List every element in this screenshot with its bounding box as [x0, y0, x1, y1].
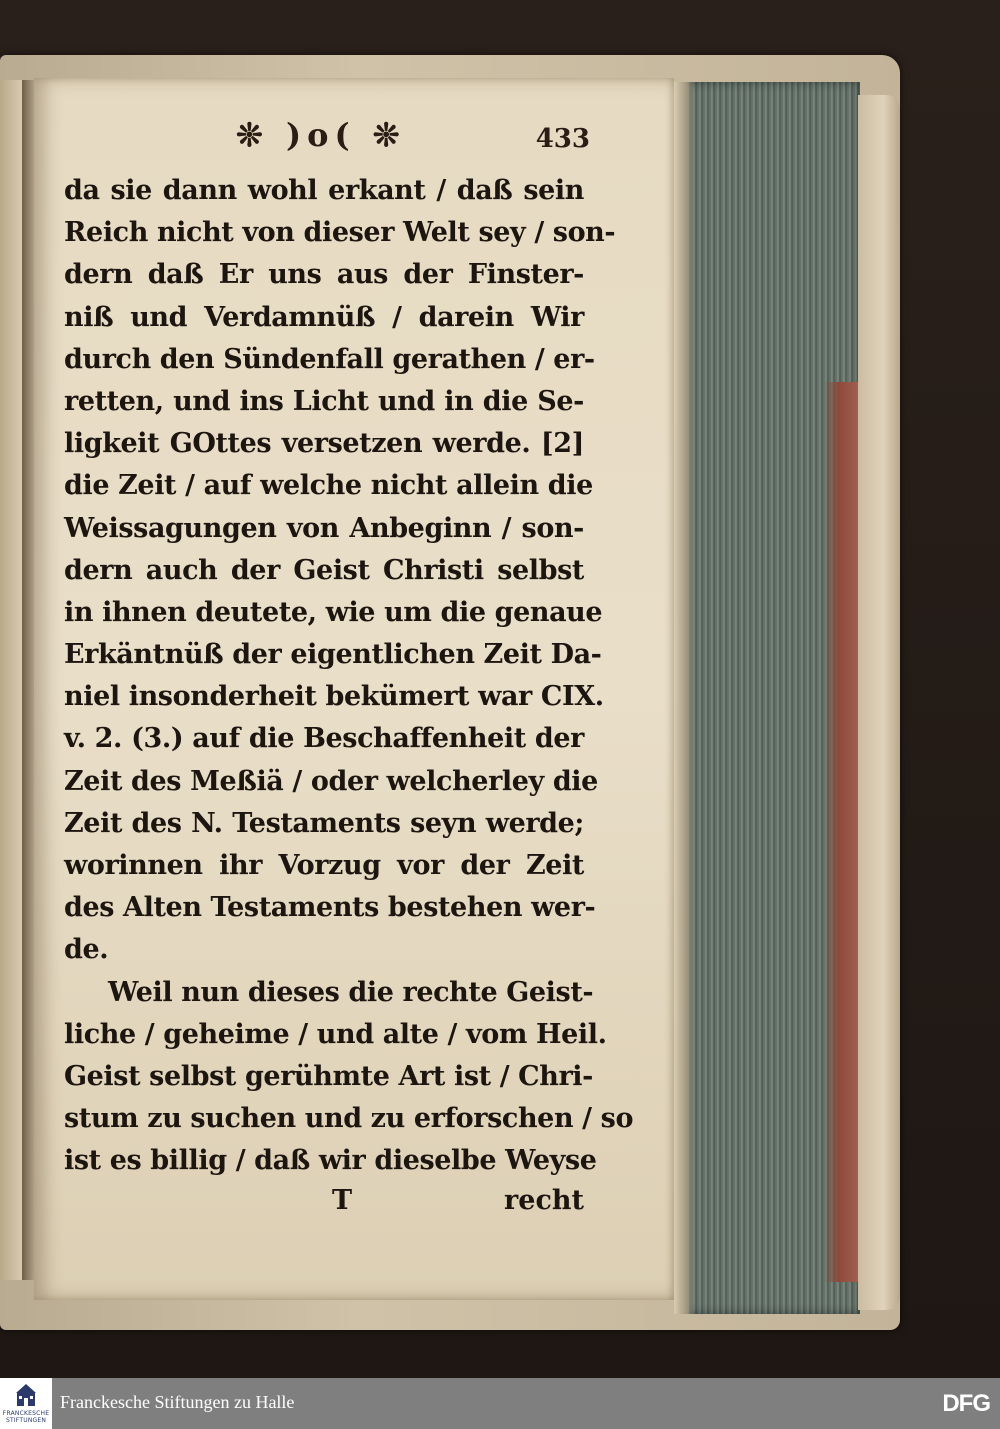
text-line: Erkäntnüß der eigentlichen Zeit Da- [64, 639, 602, 671]
text-line: de. [64, 934, 109, 966]
orphanage-building-icon [15, 1383, 37, 1407]
text-line: v. 2. (3.) auf die Beschaffenheit der [64, 723, 584, 755]
paragraph-2 [64, 972, 634, 1183]
text-line: Zeit des Meßiä / oder welcherley die [64, 765, 598, 797]
text-line: Geist selbst gerühmte Art ist / Chri- [64, 1060, 593, 1092]
text-line: da sie dann wohl erkant / daß sein [64, 175, 584, 206]
institution-name[interactable]: Franckesche Stiftungen zu Halle [60, 1392, 295, 1412]
text-line: niel insonderheit bekümert war CIX. [64, 681, 604, 713]
running-head [64, 110, 590, 170]
cover-fore-edge [858, 95, 900, 1310]
text-line: liche / geheime / und alte / vom Heil. [64, 1018, 607, 1050]
text-line: niß und Verdamnüß / darein Wir [64, 301, 584, 333]
page-text-block [64, 110, 634, 1225]
text-line: durch den Sündenfall gerathen / er- [64, 343, 595, 375]
page-block-edges [674, 82, 860, 1314]
footer-bar [0, 1378, 1000, 1429]
text-line: die Zeit / auf welche nicht allein die [64, 470, 593, 502]
text-line: ligkeit GOttes versetzen werde. [2] [64, 428, 584, 460]
institution-logo[interactable] [0, 1378, 52, 1429]
text-line: dern auch der Geist Christi selbst [64, 554, 584, 586]
text-line: Weil nun dieses die rechte Geist- [108, 976, 594, 1008]
text-line: retten, und ins Licht und in die Se- [64, 385, 584, 417]
previous-page-edge [0, 80, 22, 1280]
dfg-logo[interactable]: DFG [942, 1390, 990, 1417]
text-line: Zeit des N. Testaments seyn werde; [64, 807, 584, 839]
logo-caption: FRANCKESCHE STIFTUNGEN [2, 1410, 50, 1424]
page-number: 433 [535, 124, 590, 154]
text-line: Weissagungen von Anbeginn / son- [64, 512, 584, 544]
catch-line [64, 1183, 584, 1225]
paragraph-1 [64, 170, 616, 972]
text-line: ist es billig / daß wir dieselbe Weyse [64, 1145, 597, 1177]
text-line: Reich nicht von dieser Welt sey / son- [64, 217, 616, 249]
signature-mark: T [332, 1184, 353, 1216]
text-line: worinnen ihr Vorzug vor der Zeit [64, 850, 584, 881]
ornament-header: ❊ )o( ❊ [236, 116, 406, 154]
text-line: des Alten Testaments bestehen wer- [64, 892, 596, 924]
text-line: dern daß Er uns aus der Finster- [64, 259, 584, 291]
catchword: recht [504, 1184, 584, 1216]
text-line: stum zu suchen und zu erforschen / so [64, 1103, 634, 1135]
text-line: in ihnen deutete, wie um die genaue [64, 596, 603, 628]
